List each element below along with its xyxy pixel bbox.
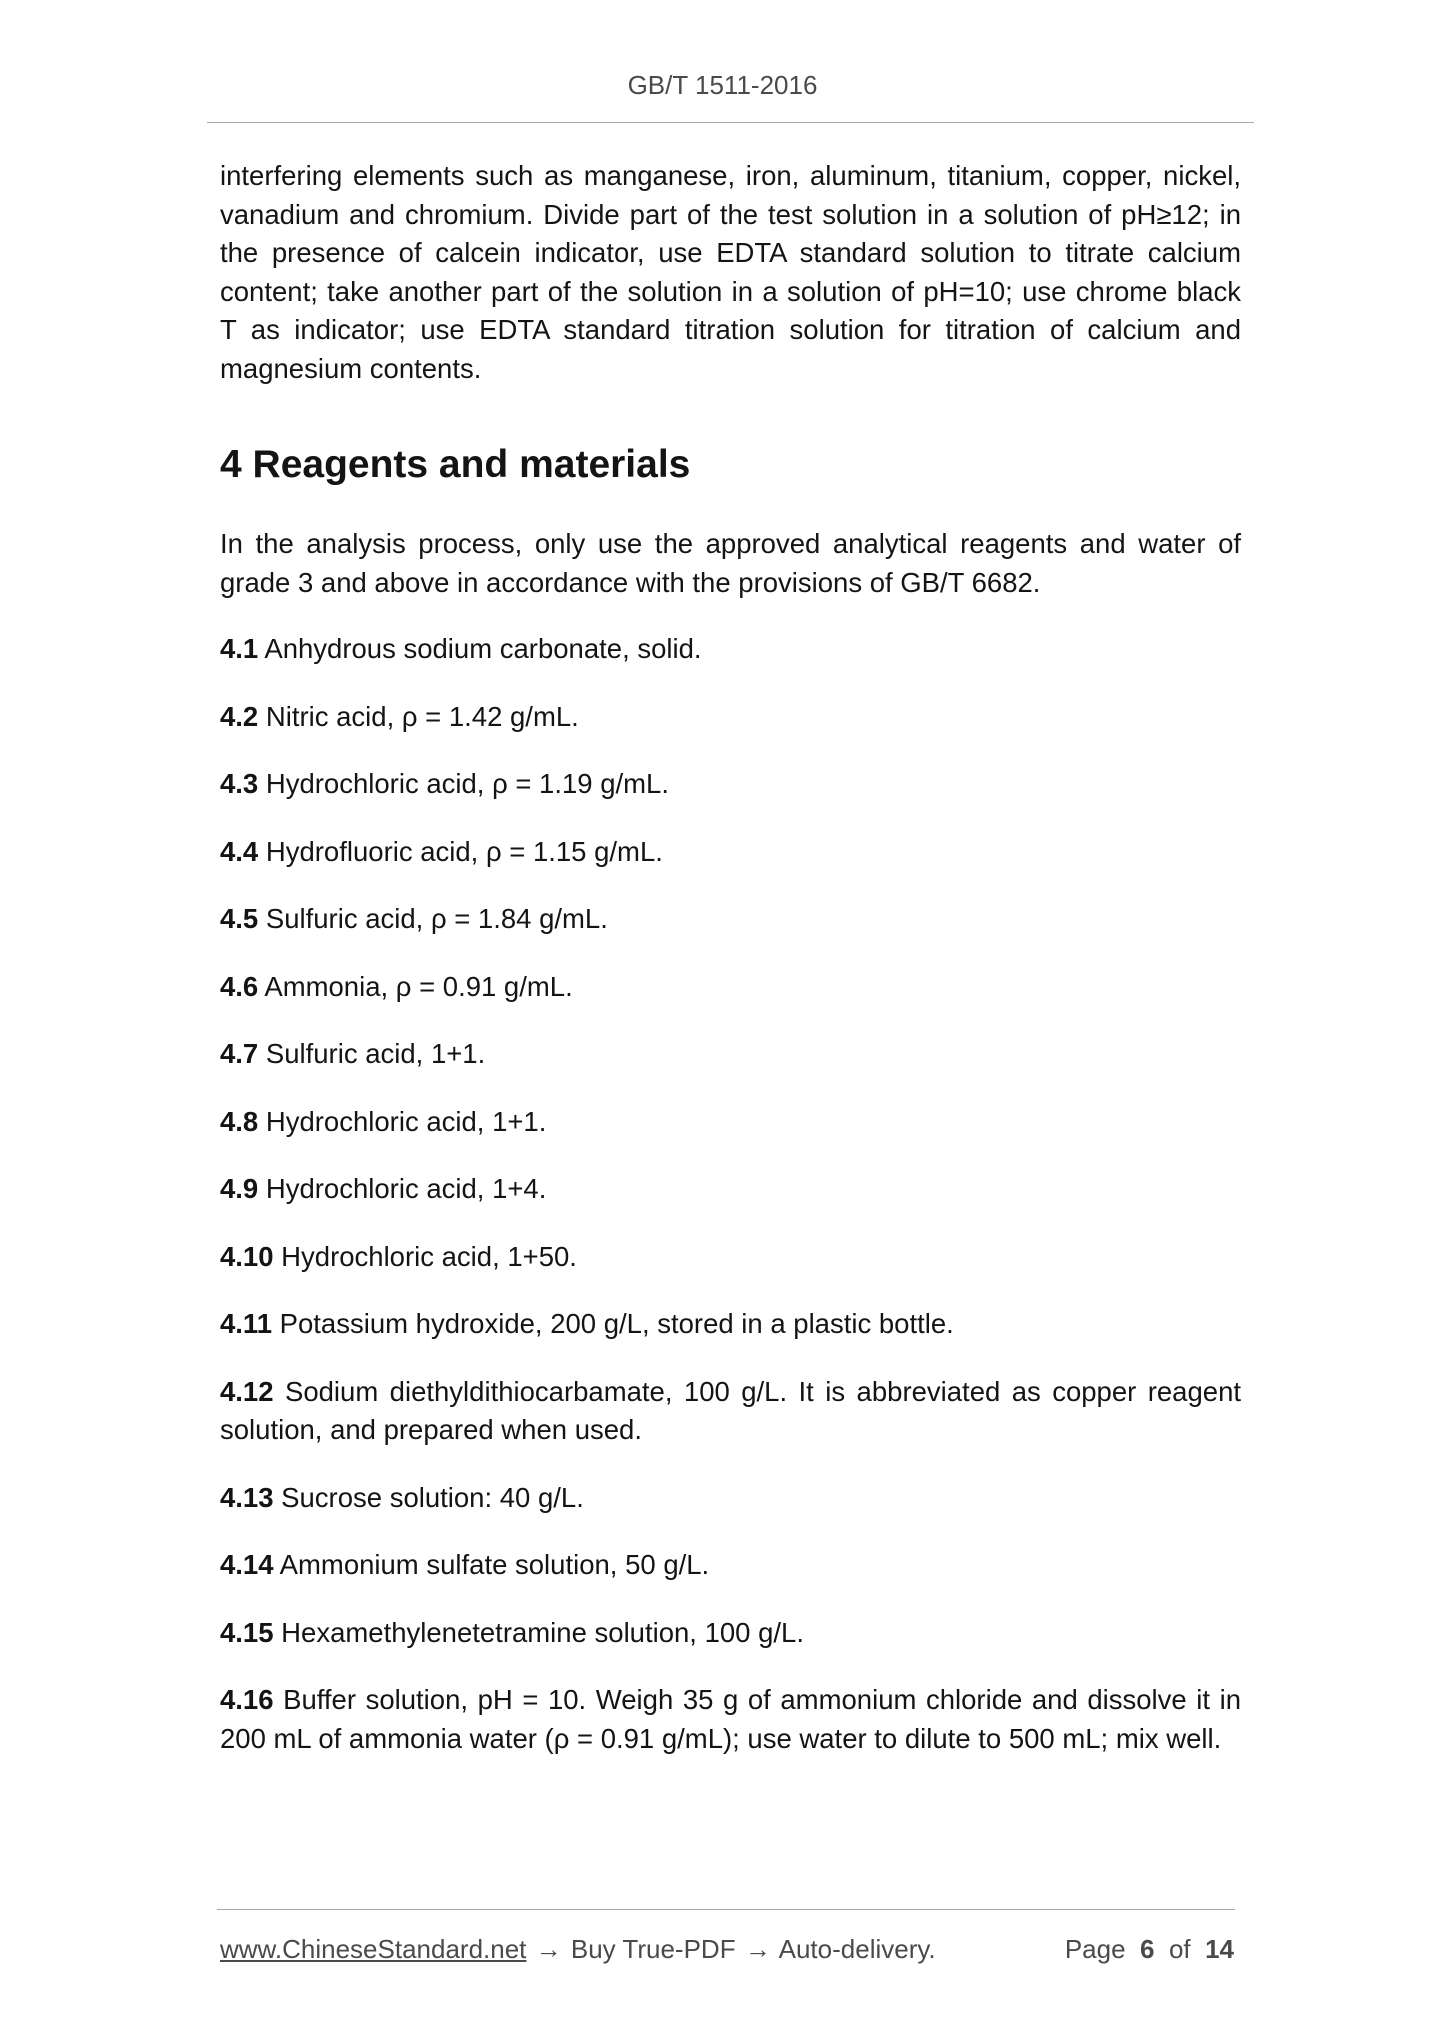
reagent-item-4-6 <box>220 968 1241 1007</box>
item-text: Ammonium sulfate solution, 50 g/L. <box>279 1549 710 1580</box>
arrow-right-icon: → <box>744 1934 771 1964</box>
item-text: Buffer solution, pH = 10. Weigh 35 g of ammonium chloride and dissolve it in 200 mL of ammonia water (ρ = 0.91 g/mL); use water to dilute to 500 mL; mix well. <box>220 1684 1241 1754</box>
reagent-item-4-1 <box>220 630 1241 669</box>
intro-paragraph: interfering elements such as manganese, iron, aluminum, titanium, copper, nickel, vanadium and chromium. Divide part of the test solution in a solution of pH≥12; in the presence of calcein indicator, use EDTA standard solution to titrate calcium content; take another part of the solution in a solution of pH=10; use chrome black T as indicator; use EDTA standard titration solution for titration of calcium and magnesium contents. <box>220 160 1241 384</box>
auto-delivery-text: Auto-delivery. <box>778 1934 936 1964</box>
item-number: 4.3 <box>220 768 259 799</box>
item-number: 4.8 <box>220 1105 259 1137</box>
item-text: Sulfuric acid, 1+1. <box>265 1038 486 1069</box>
reagent-item-4-9 <box>220 1170 1241 1209</box>
item-text: Hydrochloric acid, 1+4. <box>265 1173 547 1204</box>
item-number: 4.1 <box>220 633 259 664</box>
reagent-item-4-2 <box>220 698 1241 737</box>
item-number: 4.11 <box>220 1308 273 1339</box>
page-total: 14 <box>1205 1934 1234 1964</box>
item-number: 4.12 <box>220 1375 274 1407</box>
buy-true-pdf-text: Buy True-PDF <box>570 1934 736 1964</box>
reagent-item-4-14 <box>220 1546 1241 1585</box>
item-number: 4.6 <box>220 970 259 1002</box>
reagent-item-4-11 <box>220 1305 1241 1344</box>
reagent-item-4-13 <box>220 1479 1241 1518</box>
item-number: 4.9 <box>220 1173 259 1204</box>
item-text: Ammonia, ρ = 0.91 g/mL. <box>264 970 573 1002</box>
reagent-item-4-7 <box>220 1035 1241 1074</box>
item-number: 4.7 <box>220 1038 259 1069</box>
section-intro-paragraph: In the analysis process, only use the approved analytical reagents and water of grade 3 and above in accordance with the provisions of GB/T 6682. <box>220 528 1241 598</box>
section-heading: 4 Reagents and materials <box>220 443 691 486</box>
reagent-item-4-5 <box>220 900 1241 939</box>
item-text: Hydrochloric acid, ρ = 1.19 g/mL. <box>265 768 669 799</box>
reagent-item-4-16 <box>220 1681 1241 1758</box>
document-body <box>220 157 1241 1787</box>
item-text: Hydrochloric acid, 1+1. <box>265 1105 547 1137</box>
item-number: 4.5 <box>220 903 259 934</box>
footer-promo <box>220 1929 936 1969</box>
page-label: Page <box>1064 1934 1126 1964</box>
reagent-item-4-3 <box>220 765 1241 804</box>
item-text: Sulfuric acid, ρ = 1.84 g/mL. <box>265 903 608 934</box>
item-text: Nitric acid, ρ = 1.42 g/mL. <box>265 700 579 732</box>
reagent-item-4-8 <box>220 1103 1241 1142</box>
item-text: Sodium diethyldithiocarbamate, 100 g/L. It is abbreviated as copper reagent solution, and prepared when used. <box>220 1375 1241 1445</box>
item-text: Potassium hydroxide, 200 g/L, stored in a plastic bottle. <box>279 1308 954 1339</box>
item-number: 4.14 <box>220 1549 274 1580</box>
page-of-label: of <box>1168 1934 1191 1964</box>
item-text: Sucrose solution: 40 g/L. <box>281 1481 584 1513</box>
reagent-item-4-4 <box>220 833 1241 872</box>
reagent-item-4-10 <box>220 1238 1241 1277</box>
item-number: 4.2 <box>220 700 259 732</box>
chinesestandard-link[interactable]: www.ChineseStandard.net <box>220 1934 527 1964</box>
page-footer <box>220 1929 1234 1969</box>
header-divider <box>207 122 1254 123</box>
item-text: Hydrofluoric acid, ρ = 1.15 g/mL. <box>265 835 663 867</box>
reagent-item-4-12 <box>220 1373 1241 1450</box>
item-text: Anhydrous sodium carbonate, solid. <box>264 633 702 664</box>
item-number: 4.10 <box>220 1240 274 1272</box>
reagent-item-4-15 <box>220 1614 1241 1653</box>
footer-divider <box>217 1909 1235 1910</box>
page-number <box>1065 1929 1234 1969</box>
page-current: 6 <box>1140 1934 1155 1964</box>
item-number: 4.15 <box>220 1616 274 1648</box>
item-number: 4.16 <box>220 1684 274 1715</box>
arrow-right-icon: → <box>535 1934 562 1964</box>
item-text: Hexamethylenetetramine solution, 100 g/L. <box>281 1616 804 1648</box>
item-number: 4.4 <box>220 835 259 867</box>
item-text: Hydrochloric acid, 1+50. <box>281 1240 577 1272</box>
page-header-title: GB/T 1511-2016 <box>627 70 818 100</box>
item-number: 4.13 <box>220 1481 274 1513</box>
